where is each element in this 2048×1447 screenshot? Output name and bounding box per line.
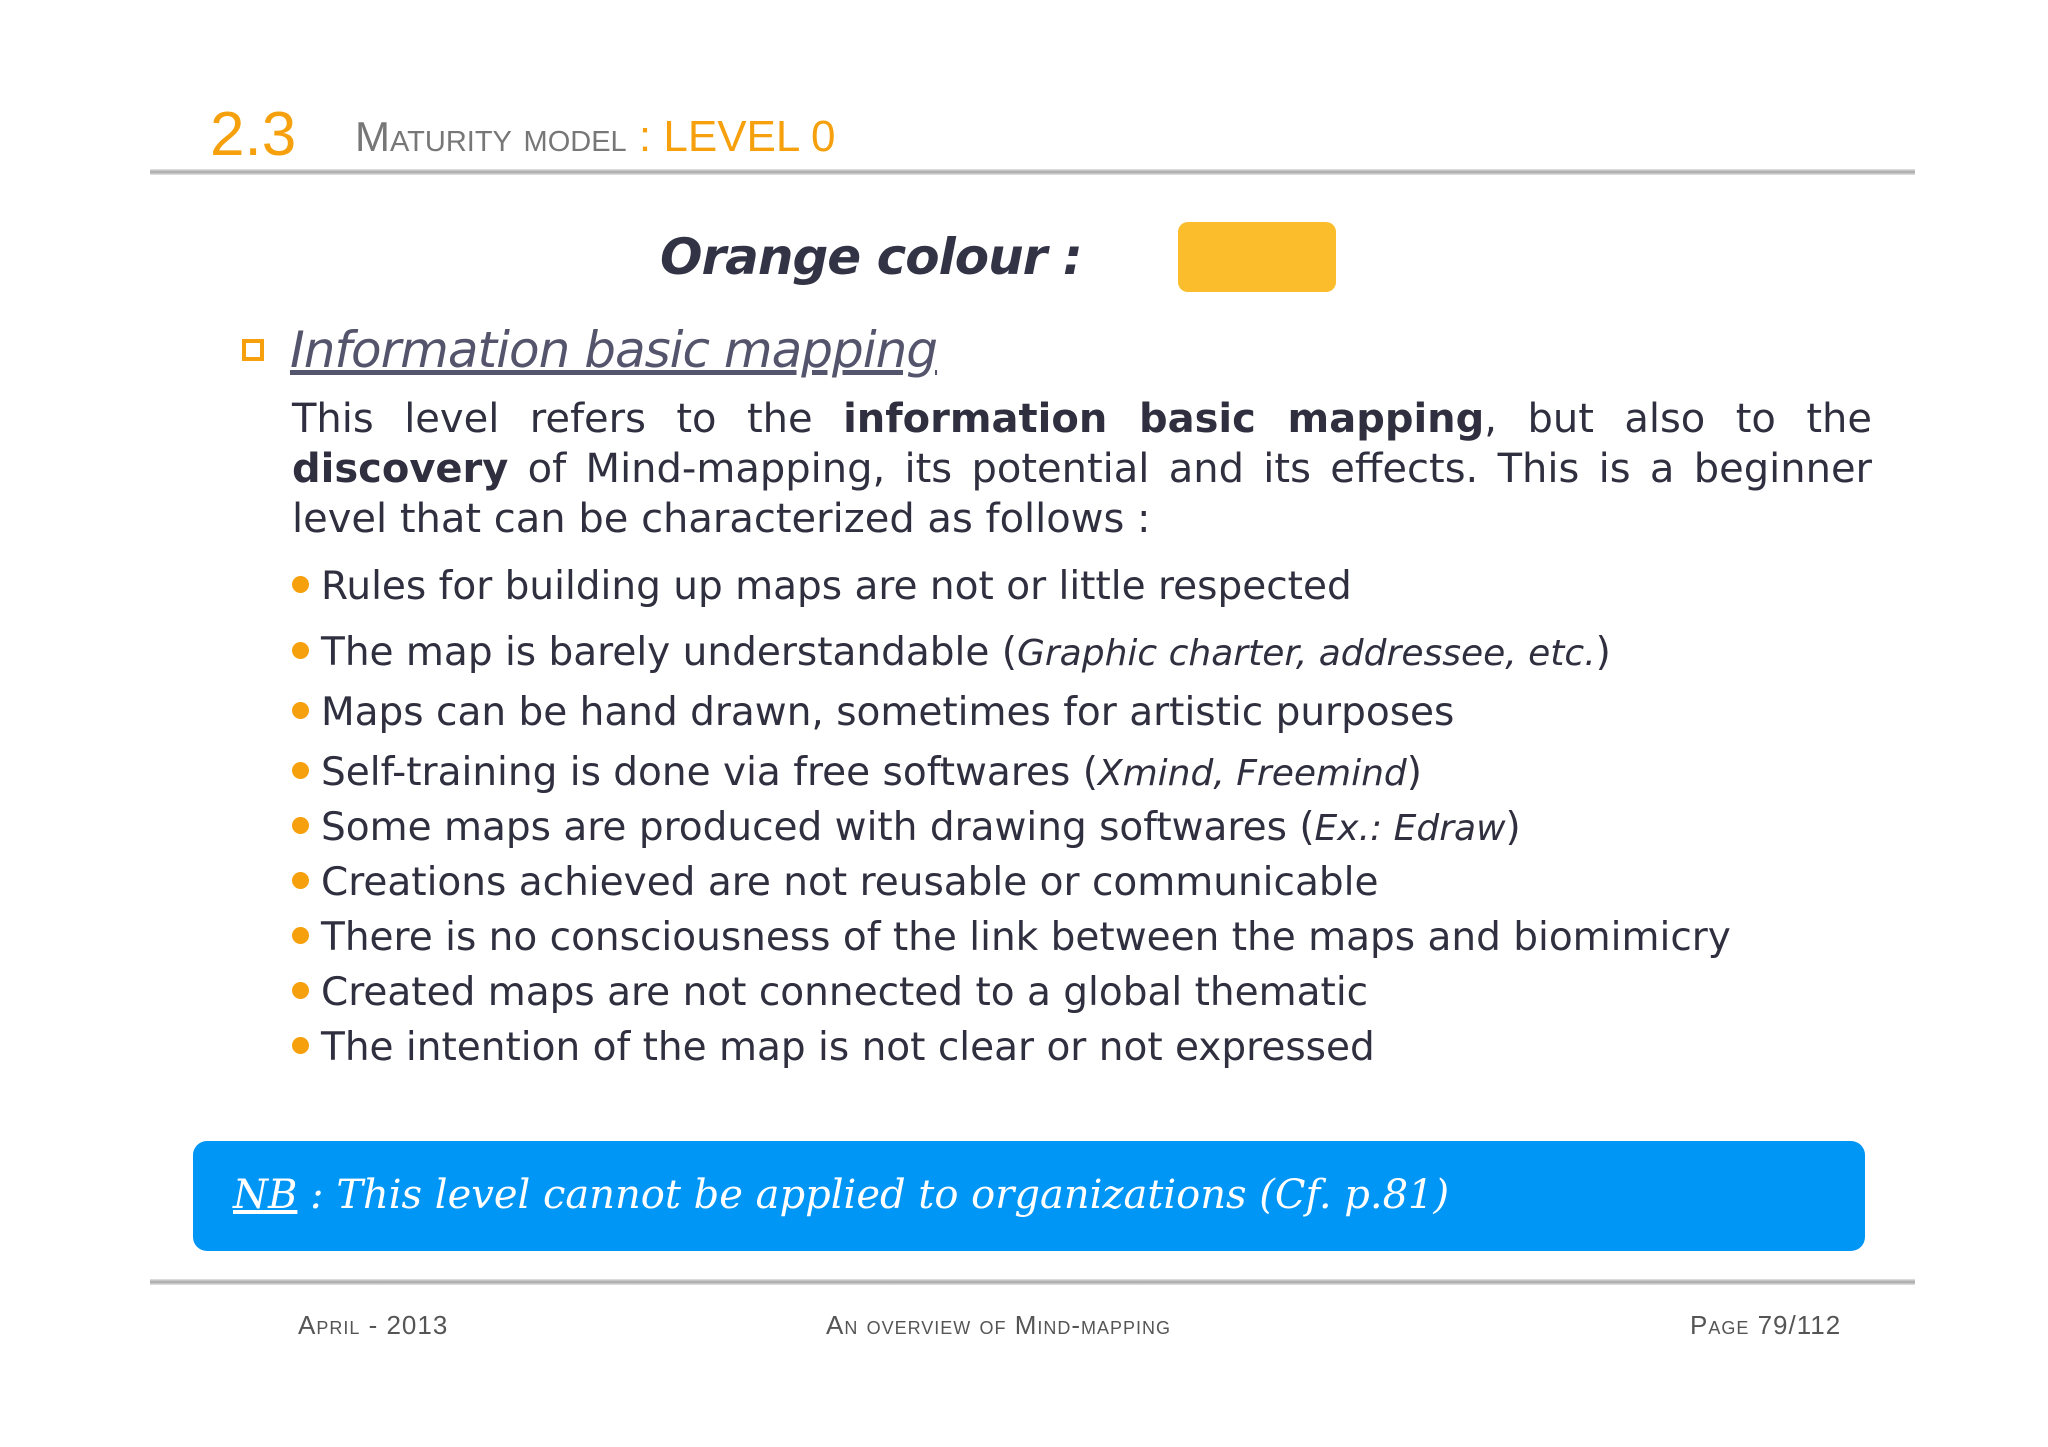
section-number: 2.3: [210, 100, 297, 169]
para-text-2: , but also to the: [1484, 396, 1872, 442]
list-item: Some maps are produced with drawing softwares (Ex.: Edraw): [292, 803, 1521, 854]
bullet-dot-icon: [292, 817, 309, 834]
intro-paragraph: [292, 394, 1872, 544]
footer-divider: [150, 1279, 1915, 1285]
para-text-1: This level refers to the: [292, 396, 844, 442]
list-item: Self-training is done via free softwares (Xmind, Freemind): [292, 748, 1422, 799]
bullet-dot-icon: [292, 642, 309, 659]
colour-label: Orange colour :: [660, 228, 1082, 286]
bullet-dot-icon: [292, 702, 309, 719]
bullet-dot-icon: [292, 872, 309, 889]
list-item: The map is barely understandable (Graphic charter, addressee, etc.): [292, 628, 1611, 679]
orange-colour-swatch: [1178, 222, 1336, 292]
note-label: NB: [233, 1172, 298, 1218]
bullet-dot-icon: [292, 982, 309, 999]
section-title-prefix: Maturity model: [355, 113, 627, 160]
note-box: [193, 1141, 1865, 1251]
para-bold-2: discovery: [292, 446, 509, 492]
section-title-separator: :: [626, 112, 664, 161]
list-item: There is no consciousness of the link between the maps and biomimicry: [292, 913, 1731, 963]
bullet-dot-icon: [292, 927, 309, 944]
para-bold-1: information basic mapping: [843, 396, 1485, 442]
list-item: Creations achieved are not reusable or communicable: [292, 858, 1378, 908]
footer-title: An overview of Mind-mapping: [826, 1310, 1172, 1340]
footer-page-number: Page 79/112: [1690, 1310, 1842, 1340]
bullet-dot-icon: [292, 576, 309, 593]
list-item: Maps can be hand drawn, sometimes for artistic purposes: [292, 688, 1454, 738]
bullet-dot-icon: [292, 762, 309, 779]
subheading: Information basic mapping: [290, 321, 938, 379]
list-item: Created maps are not connected to a global thematic: [292, 968, 1368, 1018]
bullet-dot-icon: [292, 1037, 309, 1054]
section-title: [355, 109, 835, 175]
para-text-3: of Mind-mapping, its potential and its effects. This is a beginner level that can be characterized as follows :: [292, 446, 1872, 542]
list-item: Rules for building up maps are not or little respected: [292, 562, 1352, 612]
section-title-level: LEVEL 0: [663, 112, 836, 161]
header-divider: [150, 169, 1915, 175]
square-bullet-icon: [242, 339, 264, 361]
list-item: The intention of the map is not clear or not expressed: [292, 1023, 1375, 1073]
footer-date: April - 2013: [298, 1310, 449, 1340]
note-text: : This level cannot be applied to organizations (Cf. p.81): [297, 1172, 1450, 1218]
